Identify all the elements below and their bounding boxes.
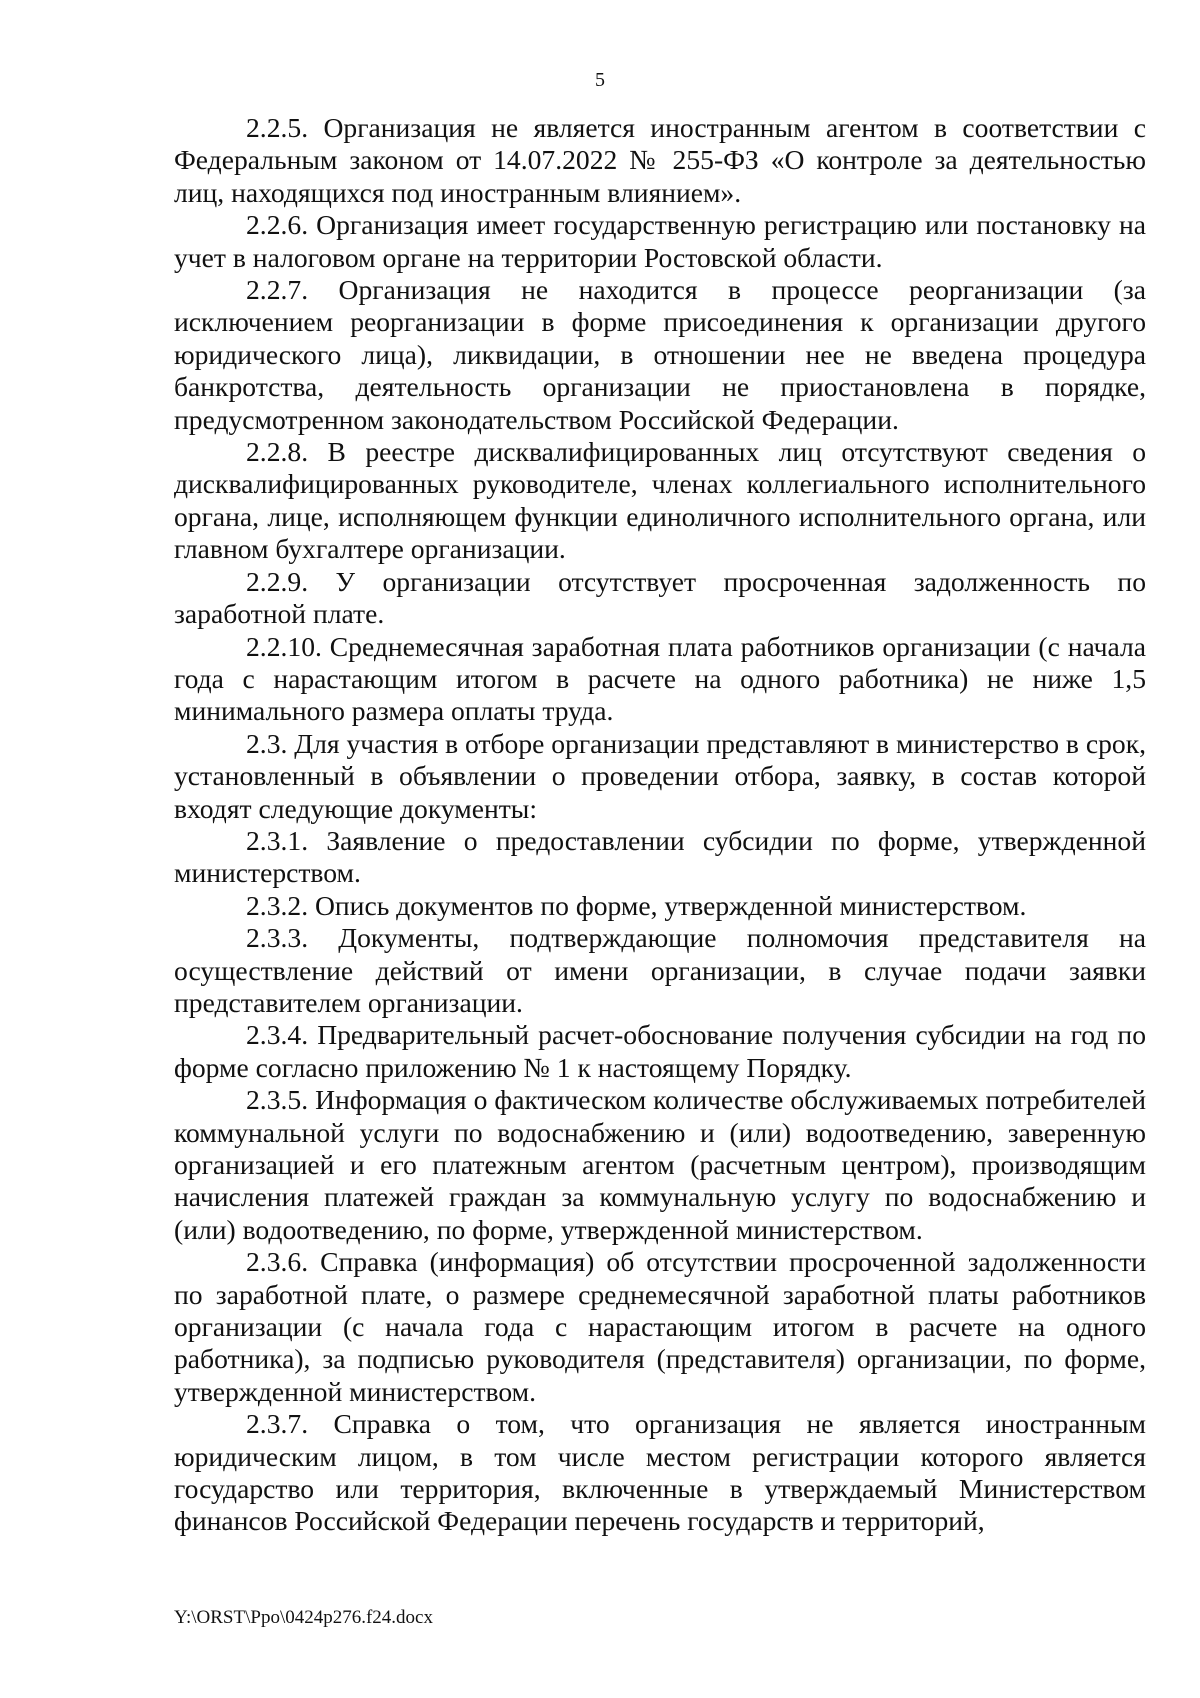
paragraph-2-3-3: 2.3.3. Документы, подтверждающие полномочия представителя на осуществление действий от имени организации, в случае подачи заявки представителем организации. <box>174 922 1146 1018</box>
document-body <box>174 112 1146 1538</box>
paragraph-2-3: 2.3. Для участия в отборе организации представляют в министерство в срок, установленный в объявлении о проведении отбора, заявку, в состав которой входят следующие документы: <box>174 727 1146 824</box>
paragraph-2-3-4: 2.3.4. Предварительный расчет-обоснование получения субсидии на год по форме согласно приложению № 1 к настоящему Порядку. <box>174 1019 1146 1083</box>
paragraph-2-2-6: 2.2.6. Организация имеет государственную регистрацию или постановку на учет в налоговом органе на территории Ростовской области. <box>174 209 1146 273</box>
paragraph-2-3-1: 2.3.1. Заявление о предоставлении субсидии по форме, утвержденной министерством. <box>174 824 1146 889</box>
paragraph-2-2-9: 2.2.9. У организации отсутствует просроченная задолженность по заработной плате. <box>174 565 1146 630</box>
paragraph-2-3-6: 2.3.6. Справка (информация) об отсутствии просроченной задолженности по заработной плате, о размере среднемесячной заработной платы работников организации (с начала года с нарастающим итогом в расчете на одного работника), за подписью руководителя (представителя) организации, по форме, утвержденной министерством. <box>174 1246 1146 1407</box>
paragraph-2-2-10: 2.2.10. Среднемесячная заработная плата работников организации (с начала года с нарастающим итогом в расчете на одного работника) не ниже 1,5 минимального размера оплаты труда. <box>174 630 1146 727</box>
paragraph-2-3-2: 2.3.2. Опись документов по форме, утвержденной министерством. <box>246 889 1027 921</box>
page-number: 5 <box>595 69 605 91</box>
paragraph-2-2-5: 2.2.5. Организация не является иностранным агентом в соответствии с Федеральным законом от 14.07.2022 № 255-ФЗ «О контроле за деятельностью лиц, находящихся под иностранным влиянием». <box>174 112 1146 208</box>
paragraph-2-2-8: 2.2.8. В реестре дисквалифицированных лиц отсутствуют сведения о дисквалифицированных руководителе, членах коллегиального исполнительного органа, лице, исполняющем функции единоличного исполнительного органа, или главном бухгалтере организации. <box>174 436 1146 565</box>
paragraph-2-2-7: 2.2.7. Организация не находится в процессе реорганизации (за исключением реорганизации в форме присоединения к организации другого юридического лица), ликвидации, в отношении нее не введена процедура банкротства, деятельность организации не приостановлена в порядке, предусмотренном законодательством Российской Федерации. <box>174 274 1146 435</box>
footer-file-path: Y:\ORST\Ppo\0424p276.f24.docx <box>174 1607 433 1628</box>
paragraph-2-3-7: 2.3.7. Справка о том, что организация не является иностранным юридическим лицом, в том числе местом регистрации которого является государство или территория, включенные в утверждаемый Министерством финансов Российской Федерации перечень государств и территорий, <box>174 1408 1146 1537</box>
paragraph-2-3-5: 2.3.5. Информация о фактическом количестве обслуживаемых потребителей коммунальной услуги по водоснабжению и (или) водоотведению, заверенную организацией и его платежным агентом (расчетным центром), производящим начисления платежей граждан за коммунальную услугу по водоснабжению и (или) водоотведению, по форме, утвержденной министерством. <box>174 1084 1146 1245</box>
